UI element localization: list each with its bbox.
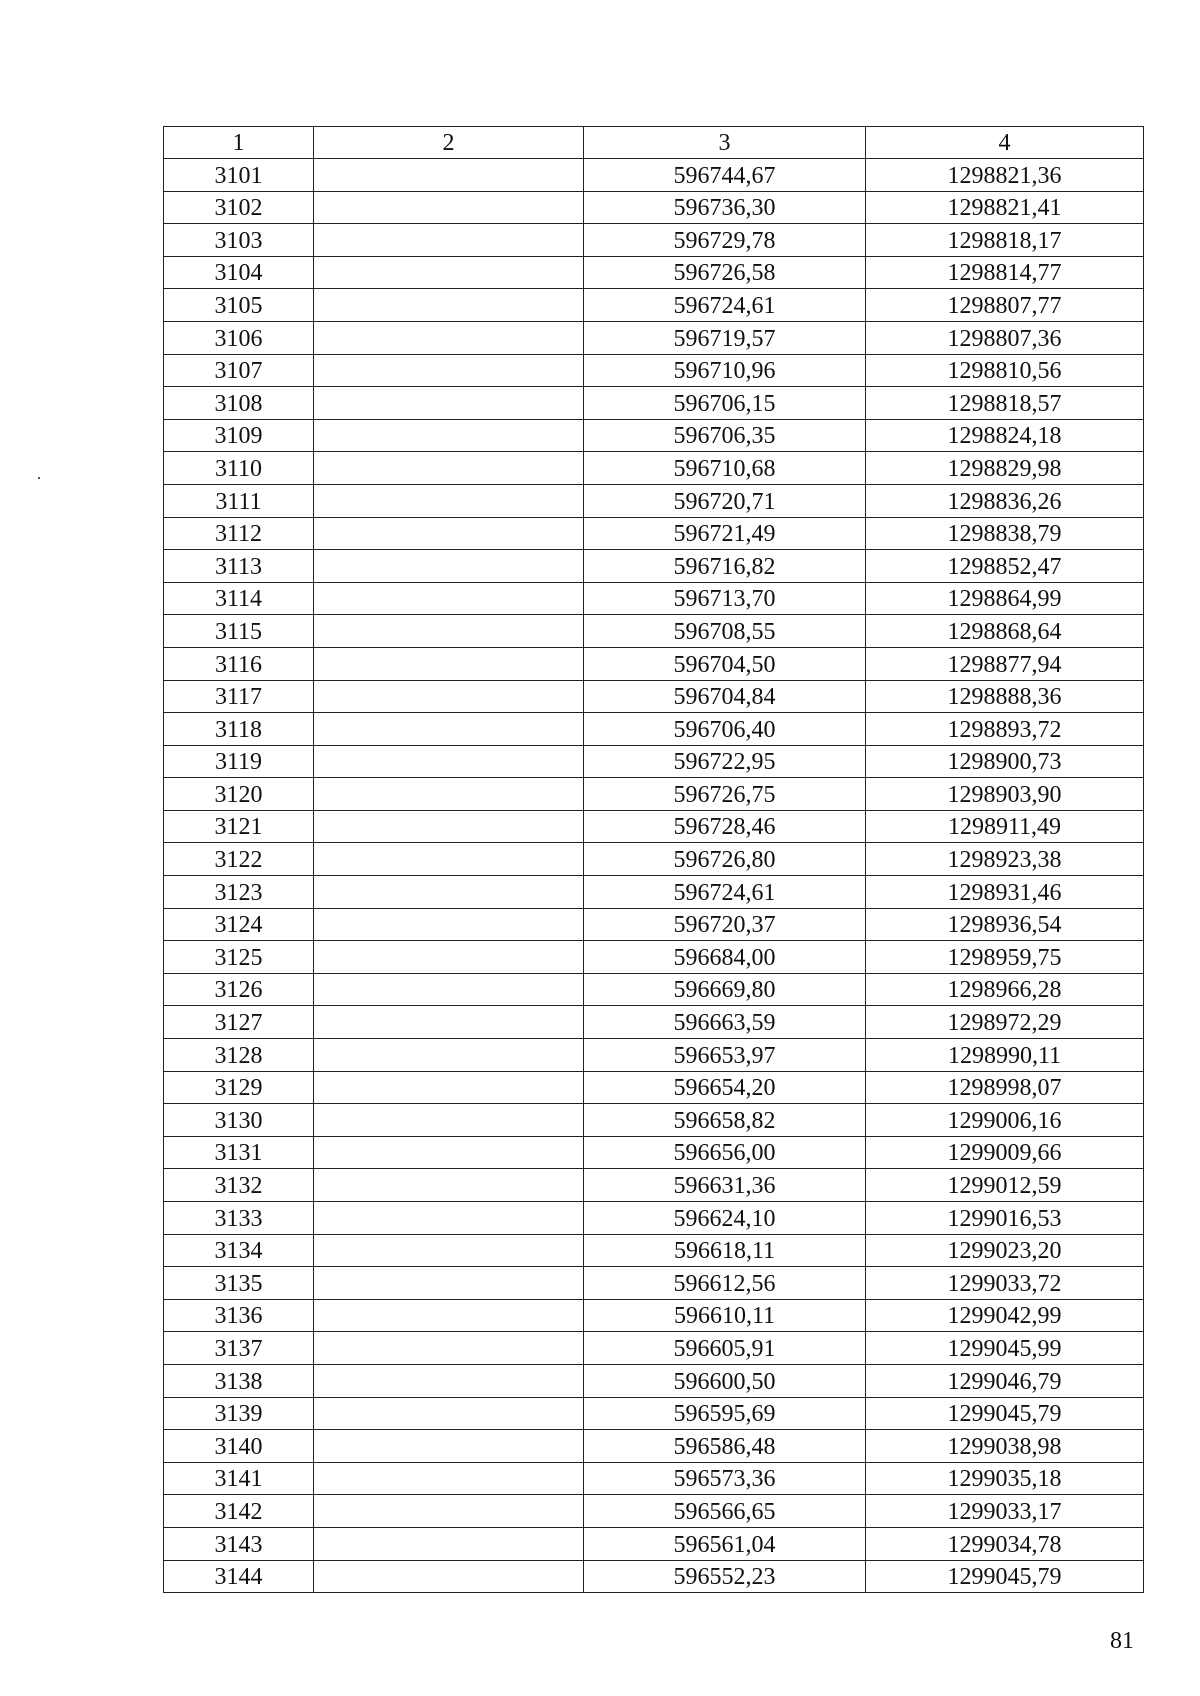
y-coordinate-cell: 1299034,78	[866, 1527, 1144, 1560]
empty-cell	[314, 582, 584, 615]
point-number-cell: 3112	[164, 517, 314, 550]
table-row	[164, 256, 1144, 289]
y-coordinate-cell: 1298923,38	[866, 843, 1144, 876]
y-coordinate-cell: 1299038,98	[866, 1430, 1144, 1463]
point-number-cell: 3142	[164, 1495, 314, 1528]
empty-cell	[314, 517, 584, 550]
x-coordinate-cell: 596706,15	[584, 387, 866, 420]
x-coordinate-cell: 596605,91	[584, 1332, 866, 1365]
x-coordinate-cell: 596724,61	[584, 876, 866, 909]
y-coordinate-cell: 1298818,57	[866, 387, 1144, 420]
table-row	[164, 1332, 1144, 1365]
empty-cell	[314, 224, 584, 257]
point-number-cell: 3107	[164, 354, 314, 387]
x-coordinate-cell: 596631,36	[584, 1169, 866, 1202]
y-coordinate-cell: 1298990,11	[866, 1039, 1144, 1072]
empty-cell	[314, 419, 584, 452]
y-coordinate-cell: 1299042,99	[866, 1299, 1144, 1332]
y-coordinate-cell: 1298838,79	[866, 517, 1144, 550]
x-coordinate-cell: 596658,82	[584, 1104, 866, 1137]
table-row	[164, 1397, 1144, 1430]
x-coordinate-cell: 596624,10	[584, 1202, 866, 1235]
empty-cell	[314, 876, 584, 909]
empty-cell	[314, 1006, 584, 1039]
column-header-3: 3	[584, 127, 866, 159]
empty-cell	[314, 1430, 584, 1463]
point-number-cell: 3141	[164, 1462, 314, 1495]
x-coordinate-cell: 596710,68	[584, 452, 866, 485]
table-row	[164, 1169, 1144, 1202]
point-number-cell: 3114	[164, 582, 314, 615]
x-coordinate-cell: 596561,04	[584, 1527, 866, 1560]
empty-cell	[314, 615, 584, 648]
y-coordinate-cell: 1298868,64	[866, 615, 1144, 648]
table-row	[164, 615, 1144, 648]
x-coordinate-cell: 596595,69	[584, 1397, 866, 1430]
point-number-cell: 3108	[164, 387, 314, 420]
y-coordinate-cell: 1298818,17	[866, 224, 1144, 257]
empty-cell	[314, 1267, 584, 1300]
table-row	[164, 1071, 1144, 1104]
empty-cell	[314, 1527, 584, 1560]
empty-cell	[314, 941, 584, 974]
point-number-cell: 3138	[164, 1364, 314, 1397]
x-coordinate-cell: 596704,84	[584, 680, 866, 713]
point-number-cell: 3117	[164, 680, 314, 713]
empty-cell	[314, 1234, 584, 1267]
table-row	[164, 1136, 1144, 1169]
y-coordinate-cell: 1298836,26	[866, 484, 1144, 517]
empty-cell	[314, 1364, 584, 1397]
empty-cell	[314, 1202, 584, 1235]
empty-cell	[314, 159, 584, 192]
table-row	[164, 582, 1144, 615]
point-number-cell: 3115	[164, 615, 314, 648]
point-number-cell: 3128	[164, 1039, 314, 1072]
table-row	[164, 1527, 1144, 1560]
y-coordinate-cell: 1298829,98	[866, 452, 1144, 485]
y-coordinate-cell: 1298936,54	[866, 908, 1144, 941]
table-row	[164, 745, 1144, 778]
table-row	[164, 810, 1144, 843]
y-coordinate-cell: 1298807,36	[866, 321, 1144, 354]
point-number-cell: 3121	[164, 810, 314, 843]
point-number-cell: 3104	[164, 256, 314, 289]
table-row	[164, 289, 1144, 322]
y-coordinate-cell: 1298877,94	[866, 647, 1144, 680]
y-coordinate-cell: 1298903,90	[866, 778, 1144, 811]
empty-cell	[314, 1104, 584, 1137]
x-coordinate-cell: 596706,40	[584, 713, 866, 746]
column-header-2: 2	[314, 127, 584, 159]
point-number-cell: 3131	[164, 1136, 314, 1169]
point-number-cell: 3109	[164, 419, 314, 452]
empty-cell	[314, 1169, 584, 1202]
x-coordinate-cell: 596600,50	[584, 1364, 866, 1397]
empty-cell	[314, 256, 584, 289]
point-number-cell: 3125	[164, 941, 314, 974]
y-coordinate-cell: 1299023,20	[866, 1234, 1144, 1267]
table-row	[164, 876, 1144, 909]
empty-cell	[314, 908, 584, 941]
point-number-cell: 3118	[164, 713, 314, 746]
x-coordinate-cell: 596744,67	[584, 159, 866, 192]
point-number-cell: 3126	[164, 973, 314, 1006]
y-coordinate-cell: 1299045,79	[866, 1560, 1144, 1593]
y-coordinate-cell: 1298814,77	[866, 256, 1144, 289]
empty-cell	[314, 452, 584, 485]
empty-cell	[314, 1397, 584, 1430]
x-coordinate-cell: 596573,36	[584, 1462, 866, 1495]
page-number: 81	[1110, 1628, 1134, 1654]
empty-cell	[314, 1071, 584, 1104]
point-number-cell: 3103	[164, 224, 314, 257]
point-number-cell: 3127	[164, 1006, 314, 1039]
empty-cell	[314, 1039, 584, 1072]
table-row	[164, 1462, 1144, 1495]
table-row	[164, 1560, 1144, 1593]
point-number-cell: 3132	[164, 1169, 314, 1202]
empty-cell	[314, 1495, 584, 1528]
table-row	[164, 1104, 1144, 1137]
point-number-cell: 3133	[164, 1202, 314, 1235]
point-number-cell: 3135	[164, 1267, 314, 1300]
x-coordinate-cell: 596721,49	[584, 517, 866, 550]
y-coordinate-cell: 1298911,49	[866, 810, 1144, 843]
x-coordinate-cell: 596724,61	[584, 289, 866, 322]
point-number-cell: 3120	[164, 778, 314, 811]
table-row	[164, 484, 1144, 517]
table-row	[164, 224, 1144, 257]
empty-cell	[314, 321, 584, 354]
y-coordinate-cell: 1299016,53	[866, 1202, 1144, 1235]
table-row	[164, 191, 1144, 224]
table-row	[164, 550, 1144, 583]
point-number-cell: 3101	[164, 159, 314, 192]
x-coordinate-cell: 596612,56	[584, 1267, 866, 1300]
coordinates-table	[163, 126, 1144, 1593]
table-header-row	[164, 127, 1144, 159]
table-row	[164, 354, 1144, 387]
x-coordinate-cell: 596728,46	[584, 810, 866, 843]
empty-cell	[314, 778, 584, 811]
y-coordinate-cell: 1298821,36	[866, 159, 1144, 192]
x-coordinate-cell: 596552,23	[584, 1560, 866, 1593]
point-number-cell: 3129	[164, 1071, 314, 1104]
empty-cell	[314, 1462, 584, 1495]
x-coordinate-cell: 596713,70	[584, 582, 866, 615]
empty-cell	[314, 354, 584, 387]
table-row	[164, 843, 1144, 876]
point-number-cell: 3122	[164, 843, 314, 876]
empty-cell	[314, 1560, 584, 1593]
y-coordinate-cell: 1299046,79	[866, 1364, 1144, 1397]
x-coordinate-cell: 596610,11	[584, 1299, 866, 1332]
y-coordinate-cell: 1298824,18	[866, 419, 1144, 452]
point-number-cell: 3110	[164, 452, 314, 485]
x-coordinate-cell: 596720,71	[584, 484, 866, 517]
y-coordinate-cell: 1298972,29	[866, 1006, 1144, 1039]
point-number-cell: 3123	[164, 876, 314, 909]
column-header-4: 4	[866, 127, 1144, 159]
x-coordinate-cell: 596654,20	[584, 1071, 866, 1104]
empty-cell	[314, 191, 584, 224]
table-row	[164, 973, 1144, 1006]
point-number-cell: 3116	[164, 647, 314, 680]
x-coordinate-cell: 596719,57	[584, 321, 866, 354]
table-row	[164, 680, 1144, 713]
table-row	[164, 1299, 1144, 1332]
y-coordinate-cell: 1298888,36	[866, 680, 1144, 713]
empty-cell	[314, 484, 584, 517]
x-coordinate-cell: 596708,55	[584, 615, 866, 648]
x-coordinate-cell: 596663,59	[584, 1006, 866, 1039]
y-coordinate-cell: 1299033,72	[866, 1267, 1144, 1300]
point-number-cell: 3124	[164, 908, 314, 941]
y-coordinate-cell: 1298810,56	[866, 354, 1144, 387]
x-coordinate-cell: 596586,48	[584, 1430, 866, 1463]
y-coordinate-cell: 1298959,75	[866, 941, 1144, 974]
y-coordinate-cell: 1298864,99	[866, 582, 1144, 615]
x-coordinate-cell: 596726,80	[584, 843, 866, 876]
empty-cell	[314, 289, 584, 322]
y-coordinate-cell: 1299033,17	[866, 1495, 1144, 1528]
table-row	[164, 321, 1144, 354]
point-number-cell: 3113	[164, 550, 314, 583]
y-coordinate-cell: 1299045,79	[866, 1397, 1144, 1430]
x-coordinate-cell: 596669,80	[584, 973, 866, 1006]
x-coordinate-cell: 596653,97	[584, 1039, 866, 1072]
x-coordinate-cell: 596710,96	[584, 354, 866, 387]
table-row	[164, 1267, 1144, 1300]
x-coordinate-cell: 596720,37	[584, 908, 866, 941]
y-coordinate-cell: 1298893,72	[866, 713, 1144, 746]
point-number-cell: 3137	[164, 1332, 314, 1365]
table-row	[164, 1006, 1144, 1039]
y-coordinate-cell: 1298998,07	[866, 1071, 1144, 1104]
x-coordinate-cell: 596618,11	[584, 1234, 866, 1267]
empty-cell	[314, 1332, 584, 1365]
table-row	[164, 517, 1144, 550]
y-coordinate-cell: 1298900,73	[866, 745, 1144, 778]
point-number-cell: 3143	[164, 1527, 314, 1560]
scan-speck	[38, 477, 40, 479]
table-row	[164, 1234, 1144, 1267]
table-row	[164, 419, 1144, 452]
empty-cell	[314, 550, 584, 583]
point-number-cell: 3130	[164, 1104, 314, 1137]
point-number-cell: 3134	[164, 1234, 314, 1267]
empty-cell	[314, 680, 584, 713]
y-coordinate-cell: 1298821,41	[866, 191, 1144, 224]
table-row	[164, 1039, 1144, 1072]
y-coordinate-cell: 1298807,77	[866, 289, 1144, 322]
empty-cell	[314, 745, 584, 778]
empty-cell	[314, 713, 584, 746]
table-row	[164, 908, 1144, 941]
point-number-cell: 3111	[164, 484, 314, 517]
x-coordinate-cell: 596726,75	[584, 778, 866, 811]
table-row	[164, 387, 1144, 420]
point-number-cell: 3102	[164, 191, 314, 224]
point-number-cell: 3140	[164, 1430, 314, 1463]
point-number-cell: 3105	[164, 289, 314, 322]
table-row	[164, 941, 1144, 974]
y-coordinate-cell: 1299006,16	[866, 1104, 1144, 1137]
x-coordinate-cell: 596704,50	[584, 647, 866, 680]
y-coordinate-cell: 1299012,59	[866, 1169, 1144, 1202]
x-coordinate-cell: 596729,78	[584, 224, 866, 257]
x-coordinate-cell: 596684,00	[584, 941, 866, 974]
empty-cell	[314, 843, 584, 876]
point-number-cell: 3144	[164, 1560, 314, 1593]
point-number-cell: 3106	[164, 321, 314, 354]
y-coordinate-cell: 1298931,46	[866, 876, 1144, 909]
table-row	[164, 1364, 1144, 1397]
empty-cell	[314, 810, 584, 843]
empty-cell	[314, 647, 584, 680]
x-coordinate-cell: 596706,35	[584, 419, 866, 452]
empty-cell	[314, 973, 584, 1006]
empty-cell	[314, 1136, 584, 1169]
x-coordinate-cell: 596722,95	[584, 745, 866, 778]
point-number-cell: 3136	[164, 1299, 314, 1332]
table-row	[164, 1202, 1144, 1235]
table-row	[164, 713, 1144, 746]
table-row	[164, 452, 1144, 485]
table-row	[164, 778, 1144, 811]
empty-cell	[314, 1299, 584, 1332]
table-row	[164, 1495, 1144, 1528]
x-coordinate-cell: 596656,00	[584, 1136, 866, 1169]
empty-cell	[314, 387, 584, 420]
table-row	[164, 159, 1144, 192]
column-header-1: 1	[164, 127, 314, 159]
x-coordinate-cell: 596726,58	[584, 256, 866, 289]
x-coordinate-cell: 596736,30	[584, 191, 866, 224]
table-row	[164, 1430, 1144, 1463]
y-coordinate-cell: 1298966,28	[866, 973, 1144, 1006]
y-coordinate-cell: 1298852,47	[866, 550, 1144, 583]
y-coordinate-cell: 1299009,66	[866, 1136, 1144, 1169]
x-coordinate-cell: 596716,82	[584, 550, 866, 583]
point-number-cell: 3119	[164, 745, 314, 778]
table-row	[164, 647, 1144, 680]
point-number-cell: 3139	[164, 1397, 314, 1430]
y-coordinate-cell: 1299045,99	[866, 1332, 1144, 1365]
table-body	[164, 159, 1144, 1593]
x-coordinate-cell: 596566,65	[584, 1495, 866, 1528]
y-coordinate-cell: 1299035,18	[866, 1462, 1144, 1495]
